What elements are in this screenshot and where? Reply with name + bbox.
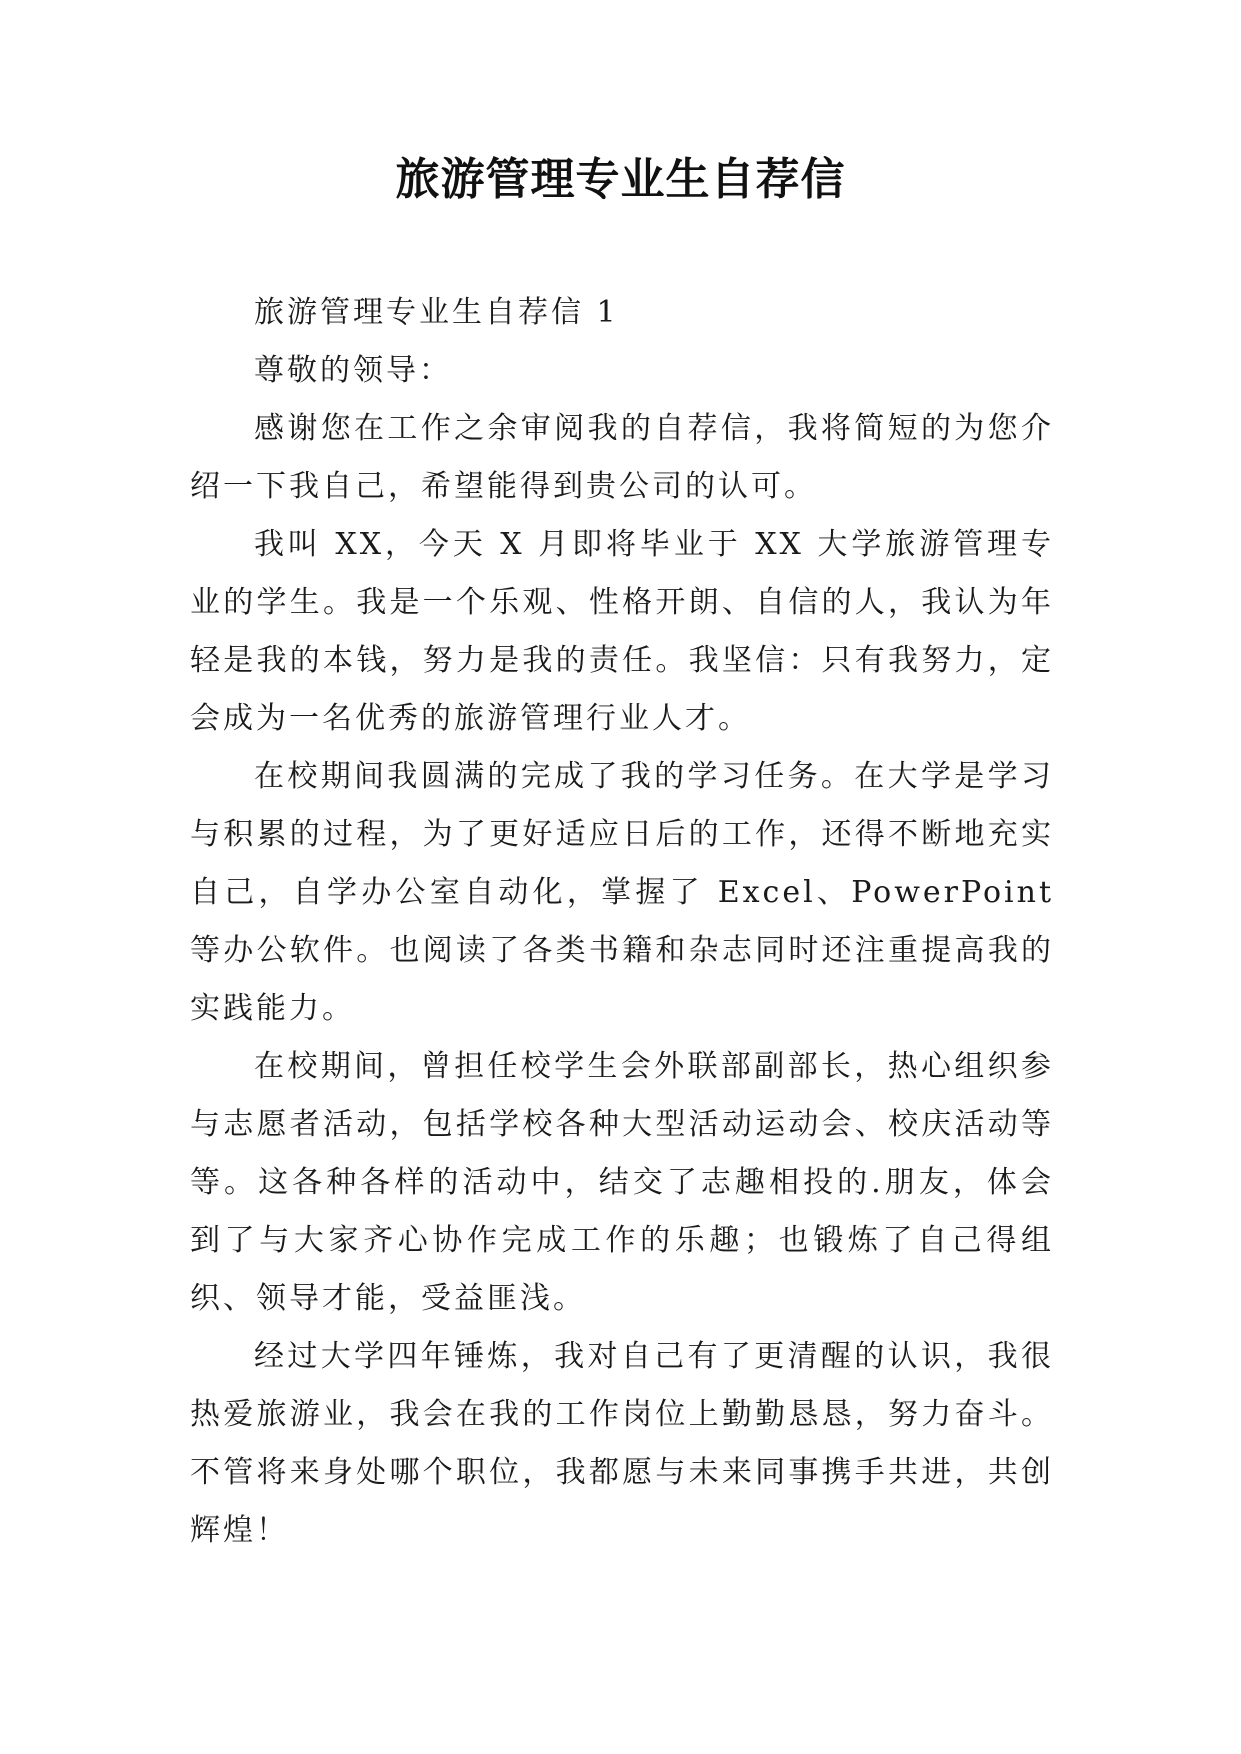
letter-body <box>190 284 1054 1560</box>
letter-heading: 旅游管理专业生自荐信 1 <box>254 295 619 330</box>
paragraph-self-introduction: 我叫 XX，今天 X 月即将毕业于 XX 大学旅游管理专业的学生。我是一个乐观、性格开朗、自信的人，我认为年轻是我的本钱，努力是我的责任。我坚信：只有我努力，定会成为一名优秀的旅游管理行业人才。 <box>190 527 1054 736</box>
salutation: 尊敬的领导： <box>254 353 452 388</box>
document-title: 旅游管理专业生自荐信 <box>395 154 846 205</box>
paragraph-intro: 感谢您在工作之余审阅我的自荐信，我将简短的为您介绍一下我自己，希望能得到贵公司的认可。 <box>190 411 1054 504</box>
paragraph-studies: 在校期间我圆满的完成了我的学习任务。在大学是学习与积累的过程，为了更好适应日后的工作，还得不断地充实自己，自学办公室自动化，掌握了 Excel、PowerPoint 等办公软件。也阅读了各类书籍和杂志同时还注重提高我的实践能力。 <box>190 759 1054 1026</box>
paragraph-activities: 在校期间，曾担任校学生会外联部副部长，热心组织参与志愿者活动，包括学校各种大型活动运动会、校庆活动等等。这各种各样的活动中，结交了志趣相投的.朋友，体会到了与大家齐心协作完成工作的乐趣；也锻炼了自己得组织、领导才能，受益匪浅。 <box>190 1049 1054 1316</box>
paragraph-closing: 经过大学四年锤炼，我对自己有了更清醒的认识，我很热爱旅游业，我会在我的工作岗位上勤勤恳恳，努力奋斗。不管将来身处哪个职位，我都愿与未来同事携手共进，共创辉煌！ <box>190 1339 1054 1548</box>
